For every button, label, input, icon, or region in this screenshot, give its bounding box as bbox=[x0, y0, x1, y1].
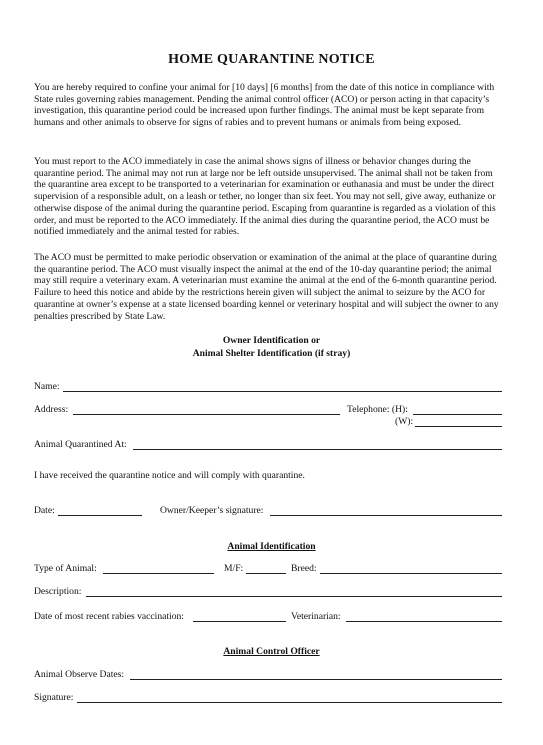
breed-field[interactable] bbox=[320, 573, 502, 574]
owner-heading-line1: Owner Identification or bbox=[222, 335, 321, 346]
veterinarian-field[interactable] bbox=[346, 621, 502, 622]
quarantined-at-label: Animal Quarantined At: bbox=[34, 439, 127, 450]
aco-heading-text: Animal Control Officer bbox=[223, 646, 320, 657]
owner-section-heading bbox=[0, 334, 543, 360]
animal-section-heading bbox=[0, 540, 543, 553]
description-field[interactable] bbox=[86, 596, 502, 597]
vaccination-date-field[interactable] bbox=[193, 621, 286, 622]
telephone-home-field[interactable] bbox=[413, 414, 502, 415]
breed-label: Breed: bbox=[291, 563, 317, 574]
aco-signature-field[interactable] bbox=[77, 702, 502, 703]
date-label: Date: bbox=[34, 505, 55, 516]
telephone-work-label: (W): bbox=[395, 416, 414, 427]
notice-paragraph-3: The ACO must be permitted to make periodic observation or examination of the animal at the place of quarantine during the quarantine period. The ACO must visually inspect the animal at the end of the 10-day quarantine period; the animal may still require a veterinary exam. A veterinarian must examine the animal at the end of the 6-month quarantine period. Failure to heed this notice and abide by the restrictions herein given will subject the animal to seizure by the ACO for quarantine at owner’s expense at a state licensed boarding kennel or veterinary hospital and will subject the owner to any penalties prescribed by State Law. bbox=[34, 252, 499, 322]
page-title: HOME QUARANTINE NOTICE bbox=[168, 52, 375, 67]
acknowledgement-text: I have received the quarantine notice and will comply with quarantine. bbox=[34, 470, 305, 481]
name-field[interactable] bbox=[63, 391, 502, 392]
sex-label: M/F: bbox=[224, 563, 244, 574]
observe-dates-label: Animal Observe Dates: bbox=[34, 669, 125, 680]
address-field[interactable] bbox=[73, 414, 340, 415]
quarantined-at-field[interactable] bbox=[133, 449, 502, 450]
description-label: Description: bbox=[34, 586, 82, 597]
notice-paragraph-1: You are hereby required to confine your animal for [10 days] [6 months] from the date of this notice in compliance with State rules governing rabies management. Pending the animal control officer (ACO) or person acting in that capacity’s investigation, this quarantine period could be increased upon further findings. The animal must be kept separate from humans and other animals to observe for signs of rabies and to prevent humans or animals from being exposed. bbox=[34, 82, 495, 129]
aco-section-heading bbox=[0, 645, 543, 658]
telephone-home-label: Telephone: (H): bbox=[347, 404, 408, 415]
animal-heading-text: Animal Identification bbox=[227, 541, 316, 552]
telephone-work-field[interactable] bbox=[415, 426, 502, 427]
notice-paragraph-2: You must report to the ACO immediately in case the animal shows signs of illness or behavior changes during the quarantine period. The animal may not run at large nor be left outside unsupervised. The animal shall not be taken from the quarantine area except to be transported to a veterinarian for examination or euthanasia and must be under the direct supervision of a responsible adult, on a leash or tether, no longer than six feet. You may not sell, give away, euthanize or otherwise dispose of the animal during the quarantine period. Escaping from quarantine is regarded as a violation of this order, and must be reported to the ACO immediately. If the animal dies during the quarantine period, the ACO must be notified immediately and the animal tested for rabies. bbox=[34, 156, 496, 238]
veterinarian-label: Veterinarian: bbox=[291, 611, 341, 622]
animal-type-label: Type of Animal: bbox=[34, 563, 97, 574]
address-label: Address: bbox=[34, 404, 69, 415]
observe-dates-field[interactable] bbox=[130, 679, 502, 680]
owner-signature-field[interactable] bbox=[270, 515, 502, 516]
name-label: Name: bbox=[34, 381, 60, 392]
animal-type-field[interactable] bbox=[103, 573, 214, 574]
vaccination-date-label: Date of most recent rabies vaccination: bbox=[34, 611, 184, 622]
date-field[interactable] bbox=[58, 515, 142, 516]
aco-signature-label: Signature: bbox=[34, 692, 74, 703]
sex-field[interactable] bbox=[246, 573, 286, 574]
owner-signature-label: Owner/Keeper’s signature: bbox=[160, 505, 264, 516]
owner-heading-line2: Animal Shelter Identification (if stray) bbox=[192, 348, 351, 359]
